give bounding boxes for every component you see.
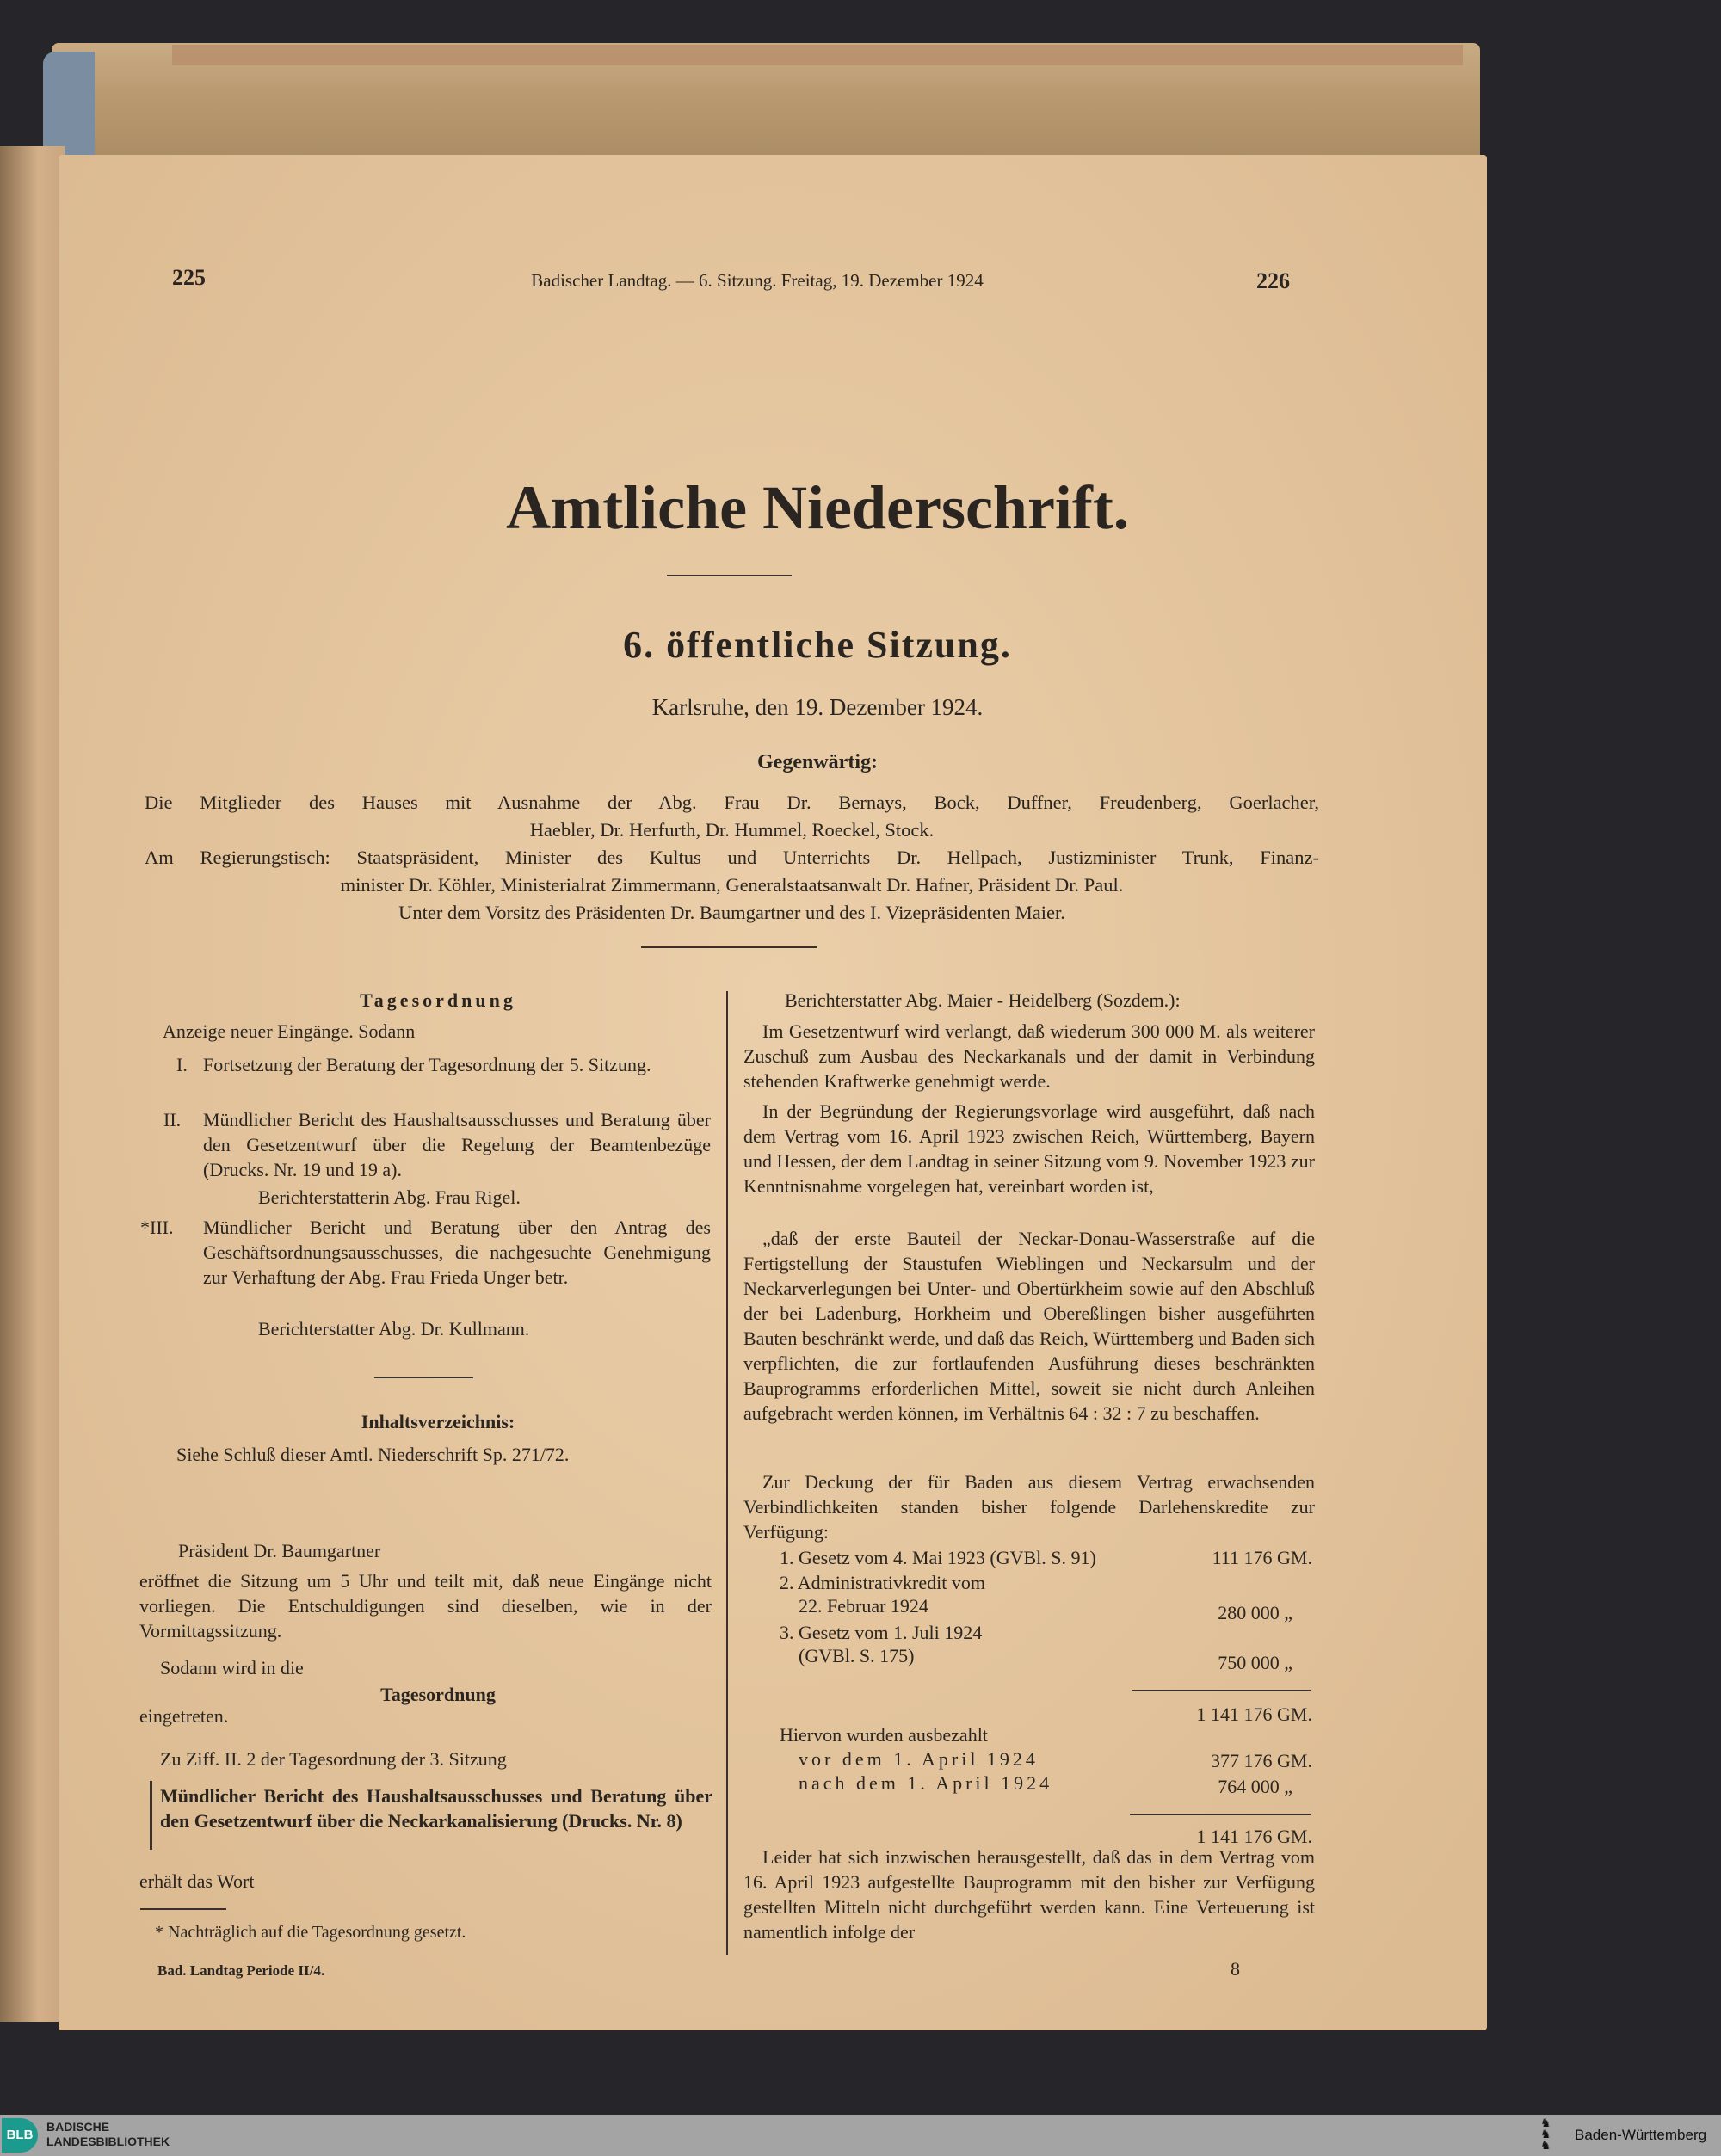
agenda-item-number: I. [176,1054,188,1075]
credit-label: 1. Gesetz vom 4. Mai 1923 (GVBl. S. 91) [780,1547,1096,1568]
paid-amount: 764 000 „ [1218,1776,1292,1797]
total-amount: 1 141 176 GM. [1196,1703,1312,1725]
reporter-line: Berichterstatter Abg. Maier - Heidelberg (Sozdem.): [785,989,1181,1011]
sum-rule [1132,1690,1311,1691]
footnote-rule [140,1908,226,1910]
book-headband [172,45,1463,65]
page-title: Amtliche Niederschrift. [506,473,1129,542]
viewer-footer [0,2115,1721,2156]
margin-mark [150,1781,152,1850]
facing-page-edge [0,146,65,2022]
contents-text: Siehe Schluß dieser Amtl. Niederschrift Sp. 271/72. [176,1444,570,1465]
agenda-reporter: Berichterstatter Abg. Dr. Kullmann. [258,1318,530,1340]
divider [641,946,817,948]
paragraph: Leider hat sich inzwischen herausgestellt, daß das in dem Vertrag vom 16. April 1923 aufgestellte Bauprogramm mit den bisher zur Verfügung gestellten Mitteln nicht durchgeführt werden kann. Eine Verteuerung ist namentlich infolge der [743,1846,1315,1943]
sum-rule [1130,1814,1311,1815]
agenda-word: Tagesordnung [380,1684,496,1705]
paid-label: vor dem 1. April 1924 [799,1748,1039,1770]
blb-logo[interactable]: BLB [2,2118,38,2153]
agenda-intro: Anzeige neuer Eingänge. Sodann [163,1020,416,1042]
credit-amount: 280 000 „ [1218,1602,1292,1623]
state-lions-icon: ♞ ♞ ♞ [1540,2116,1551,2153]
quote-paragraph: „daß der erste Bauteil der Neckar-Donau-Wasserstraße auf die Fertigstellung der Staustufen Wieblingen und Neckarsulm und der Neckarverlegungen bei Unter- und Obertürkheim sowie auf den Abschluß der bei Ladenburg, Horkheim und Oberеßlingen bisher ausgeführten Bauten beschränkt werde, und daß das Reich, Württemberg und Baden sich verpflichten, die zur fortlaufenden Ausführung dieses beschränkten Bauprogramms erforderlichen Mittel, soweit sie nicht durch Anleihen aufgebracht werden können, im Verhältnis 64 : 32 : 7 zu beschaffen. [743,1228,1315,1424]
library-name[interactable] [46,2120,170,2149]
session-subtitle: 6. öffentliche Sitzung. [623,624,1012,666]
credit-label: 3. Gesetz vom 1. Juli 1924 [780,1622,983,1643]
paid-label: nach dem 1. April 1924 [799,1772,1053,1794]
ziff-reference: Zu Ziff. II. 2 der Tagesordnung der 3. Sitzung [160,1748,507,1770]
report-title: Mündlicher Bericht des Haushaltsausschusses und Beratung über den Gesetzentwurf über die Neckarkanalisierung (Drucks. Nr. 8) [160,1785,712,1832]
page-number-right: 226 [1256,268,1290,293]
entered-text: eingetreten. [139,1705,229,1727]
agenda-item: Fortsetzung der Beratung der Tagesordnung der 5. Sitzung. [203,1054,651,1075]
column-divider [726,991,728,1955]
credit-amount: 750 000 „ [1218,1652,1292,1673]
state-name[interactable]: Baden-Württemberg [1575,2127,1707,2143]
agenda-item: Mündlicher Bericht und Beratung über den Antrag des Geschäftsordnungsausschusses, die nachgesuchte Genehmigung zur Verhaftung der Abg. Frau Frieda Unger betr. [203,1217,711,1288]
contents-heading: Inhaltsverzeichnis: [361,1411,515,1432]
present-line: Haebler, Dr. Herfurth, Dr. Hummel, Roeckel, Stock. [529,819,935,841]
paragraph: Im Gesetzentwurf wird verlangt, daß wiederum 300 000 M. als weiterer Zuschuß zum Ausbau des Neckarkanals und der damit in Verbindung stehenden Kraftwerke genehmigt werde. [743,1020,1315,1092]
paid-heading: Hiervon wurden ausbezahlt [780,1724,988,1746]
present-line: Am Regierungstisch: Staatspräsident, Minister des Kultus und Unterrichts Dr. Hellpach, Justizminister Trunk, Finanz- [145,847,1319,868]
page-number-left: 225 [172,265,206,290]
sodann-text: Sodann wird in die [160,1657,304,1679]
agenda-heading: Tagesordnung [360,989,516,1011]
agenda-reporter: Berichterstatterin Abg. Frau Rigel. [258,1186,521,1208]
footnote: * Nachträglich auf die Tagesordnung gesetzt. [155,1923,466,1942]
credit-label: 2. Administrativkredit vom [780,1572,985,1593]
running-title: Badischer Landtag. — 6. Sitzung. Freitag, 19. Dezember 1924 [531,270,984,291]
agenda-item-number: *III. [140,1217,174,1238]
signature-line: Bad. Landtag Periode II/4. [157,1962,325,1979]
credit-amount: 111 176 GM. [1212,1547,1312,1568]
library-name-line: BADISCHE [46,2120,110,2134]
present-line: minister Dr. Köhler, Ministerialrat Zimmermann, Generalstaatsanwalt Dr. Hafner, Präsident Dr. Paul. [340,874,1124,896]
gets-word-text: erhält das Wort [139,1870,255,1892]
agenda-item-number: II. [163,1109,182,1130]
credit-label: 22. Februar 1924 [799,1595,928,1617]
paragraph: In der Begründung der Regierungsvorlage wird ausgeführt, daß nach dem Vertrag vom 16. April 1923 zwischen Reich, Württemberg, Bayern und Hessen, der dem Landtag in seiner Sitzung vom 9. November 1923 zur Kenntnisnahme vorgelegen hat, vereinbart worden ist, [743,1100,1315,1197]
credit-label: (GVBl. S. 175) [799,1645,915,1666]
opening-paragraph: eröffnet die Sitzung um 5 Uhr und teilt mit, daß neue Eingänge nicht vorliegen. Die Entschuldigungen sind dieselben, wie in der Vormittagssitzung. [139,1570,712,1642]
speaker-name: Präsident Dr. Baumgartner [178,1540,381,1562]
paragraph: Zur Deckung der für Baden aus diesem Vertrag erwachsenden Verbindlichkeiten standen bisher folgende Darlehenskredite zur Verfügung: [743,1471,1315,1543]
sheet-number: 8 [1231,1958,1240,1980]
total-amount: 1 141 176 GM. [1196,1826,1312,1847]
present-heading: Gegenwärtig: [757,751,878,773]
divider [374,1377,473,1378]
present-line: Die Mitglieder des Hauses mit Ausnahme der Abg. Frau Dr. Bernays, Bock, Duffner, Freudenberg, Goerlacher, [145,792,1319,813]
library-name-line: LANDESBIBLIOTHEK [46,2134,170,2148]
present-line: Unter dem Vorsitz des Präsidenten Dr. Baumgartner und des I. Vizepräsidenten Maier. [398,902,1065,923]
agenda-item: Mündlicher Bericht des Haushaltsausschusses und Beratung über den Gesetzentwurf über die Regelung der Beamtenbezüge (Drucks. Nr. 19 und 19 a). [203,1109,711,1180]
paid-amount: 377 176 GM. [1211,1750,1312,1771]
divider [667,575,792,576]
place-date: Karlsruhe, den 19. Dezember 1924. [651,694,984,720]
